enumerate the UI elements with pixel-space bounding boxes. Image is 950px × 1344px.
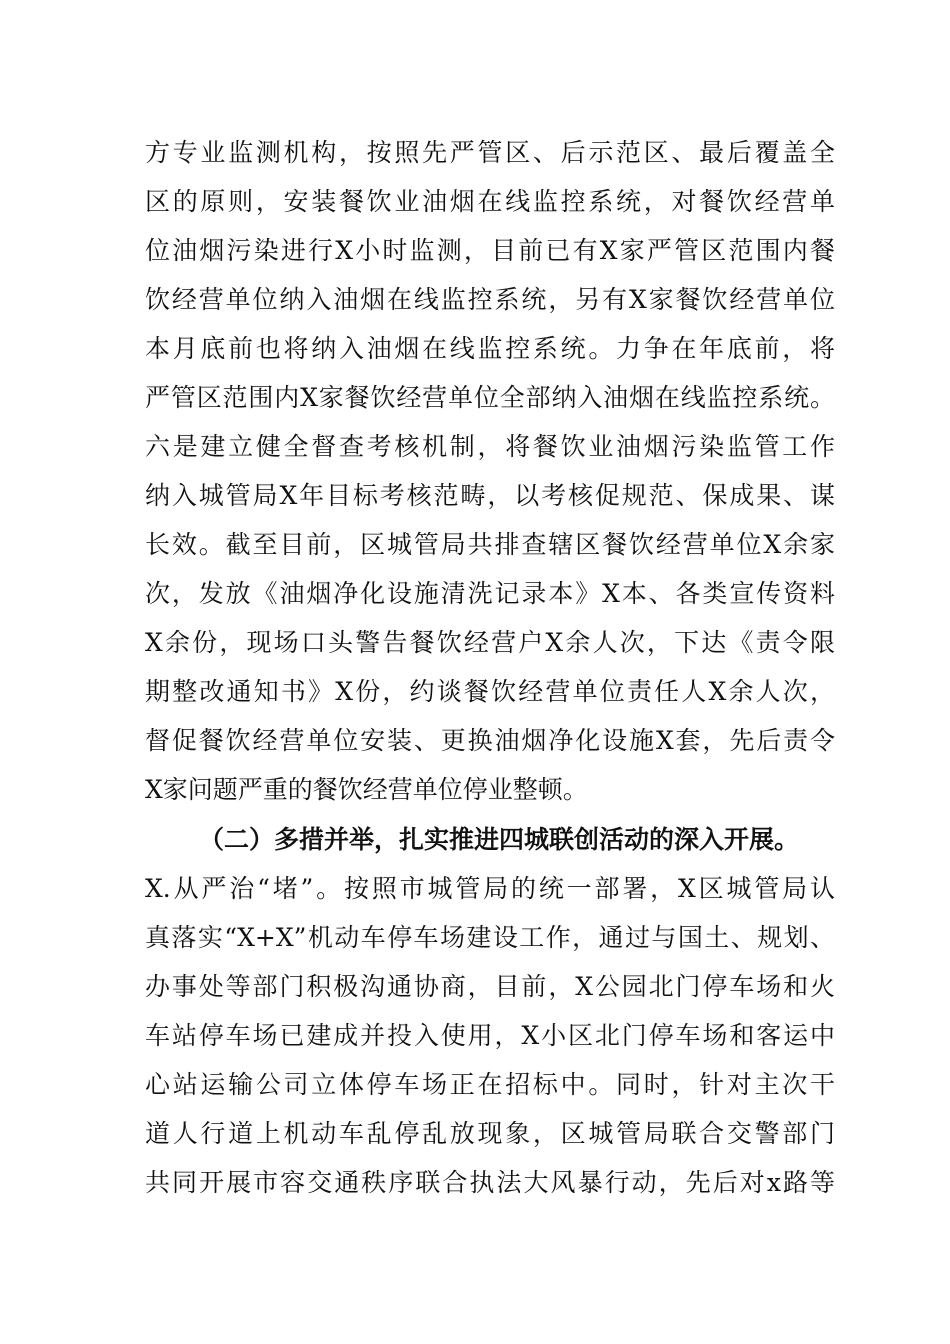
body-text-line: 办事处等部门积极沟通协商，目前，X公园北门停车场和火 [145,972,835,1001]
body-text-line: 次，发放《油烟净化设施清洗记录本》X本、各类宣传资料 [145,579,835,608]
body-text-line: 饮经营单位纳入油烟在线监控系统，另有X家餐饮经营单位 [145,285,835,314]
body-text-line: 共同开展市容交通秩序联合执法大风暴行动，先后对x路等 [145,1168,835,1197]
body-text-line: 方专业监测机构，按照先严管区、后示范区、最后覆盖全 [145,138,835,167]
body-text-line: X家问题严重的餐饮经营单位停业整顿。 [145,775,588,804]
body-text-line: 本月底前也将纳入油烟在线监控系统。力争在年底前，将 [145,334,835,363]
body-text-line: 车站停车场已建成并投入使用，X小区北门停车场和客运中 [145,1021,835,1050]
body-text-line: X余份，现场口头警告餐饮经营户X余人次，下达《责令限 [145,628,835,657]
body-text-line: 严管区范围内X家餐饮经营单位全部纳入油烟在线监控系统。 [145,383,835,412]
body-text-line: 位油烟污染进行X小时监测，目前已有X家严管区范围内餐 [145,236,835,265]
body-text-line: 真落实“X+X”机动车停车场建设工作，通过与国土、规划、 [145,923,835,952]
body-text-line: 六是建立健全督查考核机制，将餐饮业油烟污染监管工作 [145,432,835,461]
section-heading: （二）多措并举，扎实推进四城联创活动的深入开展。 [199,825,800,854]
body-text-line: X.从严治“堵”。按照市城管局的统一部署，X区城管局认 [145,874,835,903]
body-text-line: 心站运输公司立体停车场正在招标中。同时，针对主次干 [145,1070,835,1099]
body-text-line: 区的原则，安装餐饮业油烟在线监控系统，对餐饮经营单 [145,187,835,216]
body-text-line: 督促餐饮经营单位安装、更换油烟净化设施X套，先后责令 [145,726,835,755]
body-text-line: 纳入城管局X年目标考核范畴，以考核促规范、保成果、谋 [145,481,835,510]
body-text-line: 长效。截至目前，区城管局共排查辖区餐饮经营单位X余家 [145,530,835,559]
body-text-line: 道人行道上机动车乱停乱放现象，区城管局联合交警部门 [145,1119,835,1148]
body-text-line: 期整改通知书》X份，约谈餐饮经营单位责任人X余人次， [145,677,835,706]
